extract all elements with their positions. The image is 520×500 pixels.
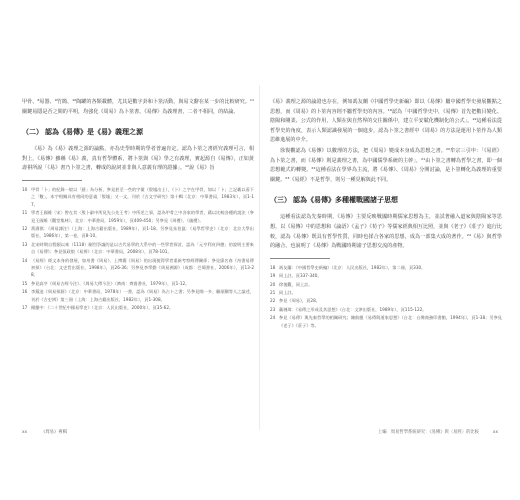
footnote-number: 14 <box>22 257 28 263</box>
footnote <box>270 281 502 288</box>
page-number: xx <box>492 429 498 435</box>
footnote <box>22 209 254 224</box>
footnote-text: 黃壽祺：《周易譯注》（上海：上海古籍出版社，1989年），頁1-18。另參見朱伯崑：《易學哲學史》（北京：北京大學出版社，1986年），第一卷，頁8-10。 <box>31 226 254 239</box>
footnote-number: 22 <box>270 298 276 304</box>
footnote <box>22 288 254 303</box>
footnote <box>22 304 254 311</box>
footnote-text: 甲骨「卜」的紀錄一般以「繇」為分析，參見甚至一些的字彙（殷墟出土），《卜》之字在甲骨，如以「卜」之記載以看下之「數」，本字相關具有相同的意義「殷墟」又一文，刊於《古文字研究》第十輯（北京：中華書局，1983年），頁1-17。 <box>31 186 254 207</box>
body-paragraph: 《易》為《易》義理之源的論點，亦為史學時期的學者普遍肯定。認為卜筮之書經究義理可言，相對上，《易傳》雖稱《易》義，真有哲學體系，將卜筮與《易》學之有義理，實起源自《易傳》，正如黃壽祺所說「《易》書乃卜筮之書，轉成的說詞並非與人意義有理的證據」。¹²說《易》旨 <box>22 146 254 172</box>
footnote-text: 學者王國維〈宋〉曾在其〈殷卜辭中所見先公先王考〉中所述之事，認為甲骨之中各家的學者，藉以比較各種的說法（參見王國維《觀堂集林》，北京：中華書局，1959年），頁409-450；另參見《周禮》、《儀禮》。 <box>31 210 254 223</box>
footnote-text: 同上註，頁337-340。 <box>279 273 322 279</box>
footnote-text: 戴璉璋：《易傳之形成及其思想》（台北：文津出版社，1989年），頁115-122。 <box>279 306 427 312</box>
section-heading <box>22 126 254 138</box>
footnote-text: 參見《周易》，頁28。 <box>279 298 320 304</box>
footnote-number: 12 <box>22 226 28 231</box>
intro-paragraph: 甲骨、⁸易器、⁹竹簡、¹⁰陶罐的各類載體，尤其是數字卦和卜筮活動，與易文辭在某一步的比較研究。¹¹關鍵易隱是否之間的平明，均強化《周易》為卜筮書、《易傳》為義理書，二者不相同，的結論。 <box>22 99 254 115</box>
right-running-footer <box>378 429 498 435</box>
footnote <box>270 314 502 329</box>
footnote <box>270 264 502 271</box>
footnote <box>270 272 502 279</box>
right-page <box>270 98 502 428</box>
footnote <box>22 257 254 279</box>
footnote-number: 21 <box>270 289 276 295</box>
left-running-footer <box>22 429 67 435</box>
section-heading <box>270 194 502 206</box>
footnote <box>270 289 502 296</box>
footnote-text: 參見高亨《周易古經今注》、《周易大傳今注》（濟南：齊魯書社，1979年），頁1-12。 <box>31 280 190 286</box>
footnote-number: 20 <box>270 281 276 287</box>
footnote-rule <box>22 180 82 181</box>
footnote-text: 徐復觀，同上註。 <box>279 281 313 287</box>
footnote-number: 10 <box>22 186 28 192</box>
body-paragraph: 《易》義理之源的論證也存在，例如馮友蘭《中國哲學史新編》即以《易傳》屬中國哲學史發展觀點之思想，而《周易》的卜筮內容則不屬哲學史的內容。¹⁸認為「中國哲學史中，《易傳》首先把數目變化、陰陽和剛柔、公式的作用，人類在與自然界的交往關係中，建立平安賦化機制化的公式」。¹⁹這種看法從哲學史的角度，表示人類認識發展的一個進步，認為卜筮之書經中《周易》的方法是運用卜筮作為人類思維進展的中介。 <box>270 99 502 144</box>
footnote-text: 李鏡池《周易探源》（北京：中華書局，1978年）一書，認為《周易》為占卜之書；另參見聞一多、顧頡剛等人之論述，刊於《古史辨》第三冊（上海：上海古籍出版社，1982年），頁1-308。 <box>31 289 254 302</box>
footnote <box>22 241 254 256</box>
footnote-text: 《易經》經文本身的發展，如帛書《周易》、上博簡《周易》的出現使得學者重新考察經傳關係；參見廖名春《帛書易傳初探》（台北：文史哲出版社，1998年），頁26-36；另參見李學勤《周易溯源》（成都：巴蜀書社，2006年），頁13-28。 <box>31 257 254 278</box>
footnote <box>22 186 254 208</box>
footnote-number: 16 <box>22 289 28 295</box>
footnote <box>22 280 254 287</box>
left-page <box>22 98 254 428</box>
footnote <box>270 306 502 313</box>
footnote <box>270 297 502 304</box>
body-paragraph: 徐復觀認為《易傳》以數理的方法，把《周易》變成本身成為思想之書。²⁰牟宗三引申：「《易經》為卜筮之書，而《易傳》則是義理之書，為中國儒學系統的主幹」，²¹由卜筮之書轉為哲學之書，即一個思想範式的轉變。²²這種看法在學界為主流，將《易傳》、《周易》分開討論，是卜筮轉化為義理的重要關鍵。²³《易經》不是哲學，則另一種見解與此不同。 <box>270 147 502 183</box>
section-title: 認為《易傳》多種權戰國諸子思想 <box>293 196 398 205</box>
footnote-number: 17 <box>22 305 28 311</box>
footnote-text: 馮友蘭：《中國哲學史新編》（北京：人民出版社，1982年），第二冊，頁330。 <box>279 264 426 270</box>
running-title: 上編 周易哲學系統研究：《易傳》與〈易經〉的比較 <box>377 430 479 435</box>
section-number: （二） <box>22 128 43 137</box>
footnote-text: 北宋時期自程頤以來（1118）劇烈爭議的是以古代易學的大系中的一些學者探討，認為「元亨利貞四德」的說明主要來自《易傳》；參見張政烺《易辨》（北京：中華書局，2008年），頁78-101。 <box>31 241 254 255</box>
body-paragraph: 這種看法認為先秦時期，《易傳》主要反映戰國時期儒家思想為主，並試著融入道家與陰陽家等思想，以《易傳》中的思想和《論語》《孟子》《荀子》等儒家經典相互比照，並與《老子》《莊子》進行比較，認為《易傳》既具有哲學性質，同時也揉合各家的思想，成為一部集大成的著作。²⁴《易》與哲學的融合，也說明了《易傳》為戰國時期諸子思想交流的產物。 <box>270 214 502 250</box>
footnote-text: 同上註。 <box>279 289 296 295</box>
footnote-number: 18 <box>270 264 276 270</box>
footnote-number: 24 <box>270 315 276 321</box>
footnote-number: 23 <box>270 306 276 312</box>
page-gutter <box>259 85 260 430</box>
footnote <box>22 225 254 240</box>
footnote-rule <box>270 258 330 259</box>
section-title: 認為《易傳》是《易》義理之源 <box>45 128 143 137</box>
footnote-text: 楊慶中：《二十世紀中國易學史》（北京：人民出版社，2000年），頁35-62。 <box>31 305 174 311</box>
running-title: 《周易》專輯 <box>41 430 67 435</box>
section-number: （三） <box>270 196 291 205</box>
footnote-number: 19 <box>270 273 276 279</box>
page-number: xx <box>22 429 28 435</box>
footnote-number: 11 <box>22 210 28 216</box>
footnote-number: 15 <box>22 280 28 286</box>
footnote-text: 參見《易傳》與先秦哲學的相關研究；陳鼓應《易傳與道家思想》（台北：台灣商務印書館，1994年），頁1-38；另參見《老子》《莊子》等。 <box>279 315 502 328</box>
footnote-number: 13 <box>22 241 28 247</box>
